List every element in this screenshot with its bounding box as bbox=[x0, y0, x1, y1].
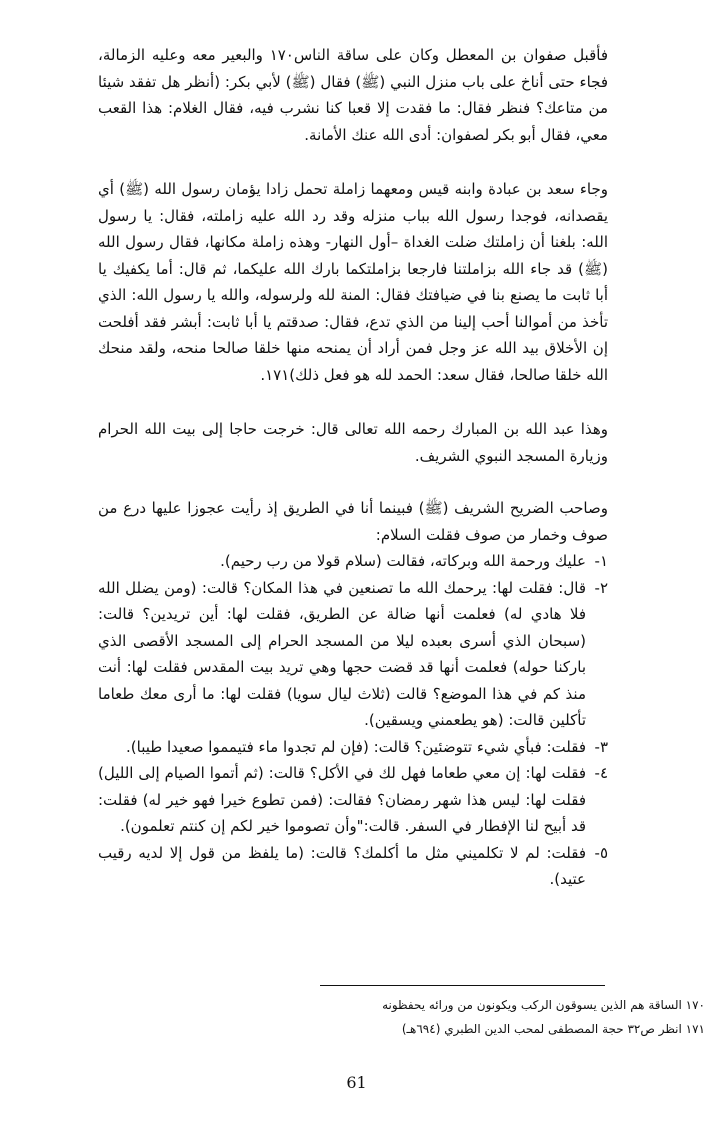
list-item bbox=[98, 548, 608, 575]
footnotes bbox=[285, 993, 705, 1041]
list-item-text: قال: فقلت لها: يرحمك الله ما تصنعين في هذا المكان؟ قالت: (ومن يضلل الله فلا هادي له) فعلمت أنها ضالة عن الطريق، فقلت لها: أين تريدين؟ قالت: (سبحان الذي أسرى بعبده ليلا من المسجد الحرام إلى المسجد الأقصى الذي باركنا حوله) فعلمت أنها قد قضت حجها وهي تريد بيت المقدس فقلت لها: أنت منذ كم في هذا الموضع؟ قالت (ثلاث ليال سويا) فقلت لها: ما أرى معك طعاما تأكلين قالت: (هو يطعمني ويسقين). bbox=[98, 578, 586, 729]
list-item-number: ٢- bbox=[594, 578, 608, 597]
list-item bbox=[98, 575, 608, 734]
list-item-text: عليك ورحمة الله وبركاته، فقالت (سلام قولا من رب رحيم). bbox=[220, 552, 586, 570]
list-item-number: ٥- bbox=[594, 843, 608, 862]
list-item bbox=[98, 734, 608, 761]
list-item-text: فقلت: فبأي شيء تتوضئين؟ قالت: (فإن لم تجدوا ماء فتيمموا صعيدا طيبا). bbox=[126, 737, 586, 756]
list-item-number: ١- bbox=[594, 552, 608, 570]
list-item-number: ٣- bbox=[594, 737, 608, 756]
list-intro: وصاحب الضريح الشريف (ﷺ) فبينما أنا في الطريق إذ رأيت عجوزا عليها درع من صوف وخمار من صوف فقلت السلام: bbox=[98, 499, 608, 544]
page-number: 61 bbox=[346, 1073, 367, 1092]
paragraph-2: وجاء سعد بن عبادة وابنه قيس ومعهما زاملة تحمل زادا يؤمان رسول الله (ﷺ) أي يقصدانه، فوجدا رسول الله بباب منزله وقد رد الله عليه زاملته، فقال: يا رسول الله: بلغنا أن زاملتك ضلت الغداة –أول النهار- وهذه زاملة مكانها، فقال رسول الله (ﷺ) قد جاء الله بزاملتنا فارجعا بزاملتكما بارك الله عليكما، ثم قال: أما يكفيك يا أبا ثابت ما يصنع بنا في ضيافتك فقال: المنة لله ولرسوله، والله يا رسول الله: الذي تأخذ من أموالنا أحب إلينا من الذي تدع، فقال: صدقتم يا أبا ثابت: أبشر فقد أفلحت إن الأخلاق بيد الله عز وجل فمن أراد أن يمنحه منها خلقا صالحا منحه، ولقد منحك الله خلقا صالحا، فقال سعد: الحمد لله هو فعل ذلك)١٧١. bbox=[98, 180, 608, 384]
list-item-text: فقلت: لم لا تكلميني مثل ما أكلمك؟ قالت: (ما يلفظ من قول إلا لديه رقيب عتيد). bbox=[98, 843, 586, 888]
paragraph-1: فأقبل صفوان بن المعطل وكان على ساقة الناس١٧٠ والبعير معه وعليه الزمالة، فجاء حتى أناخ على باب منزل النبي (ﷺ) فقال (ﷺ) لأبي بكر: (أنظر هل تفقد شيئا من متاعك؟ فنظر فقال: ما فقدت إلا قعبا كنا نشرب فيه، فقال الغلام: هذا القعب معي، فقال أبو بكر لصفوان: أدى الله عنك الأمانة. bbox=[98, 46, 608, 144]
footnote-divider bbox=[320, 985, 605, 986]
list-item bbox=[98, 760, 608, 840]
paragraph-3: وهذا عبد الله بن المبارك رحمه الله تعالى قال: خرجت حاجا إلى بيت الله الحرام وزيارة المسجد النبوي الشريف. bbox=[98, 420, 608, 465]
page-body bbox=[98, 42, 608, 893]
list-item bbox=[98, 840, 608, 893]
dialogue-list bbox=[98, 548, 608, 893]
footnote-171: ١٧١ انظر ص٣٢ حجة المصطفى لمحب الدين الطبري (٦٩٤هـ) bbox=[401, 1022, 705, 1036]
footnote-170: ١٧٠ الساقة هم الذين يسوقون الركب ويكونون من ورائه يحفظونه bbox=[382, 998, 705, 1012]
list-item-text: فقلت لها: إن معي طعاما فهل لك في الأكل؟ قالت: (ثم أتموا الصيام إلى الليل) فقلت لها: ليس هذا شهر رمضان؟ فقالت: (فمن تطوع خيرا فهو خير له) فقلت: قد أبيح لنا الإفطار في السفر. قالت:"وأن تصوموا خير لكم إن كنتم تعلمون). bbox=[98, 764, 586, 835]
list-item-number: ٤- bbox=[594, 764, 608, 782]
